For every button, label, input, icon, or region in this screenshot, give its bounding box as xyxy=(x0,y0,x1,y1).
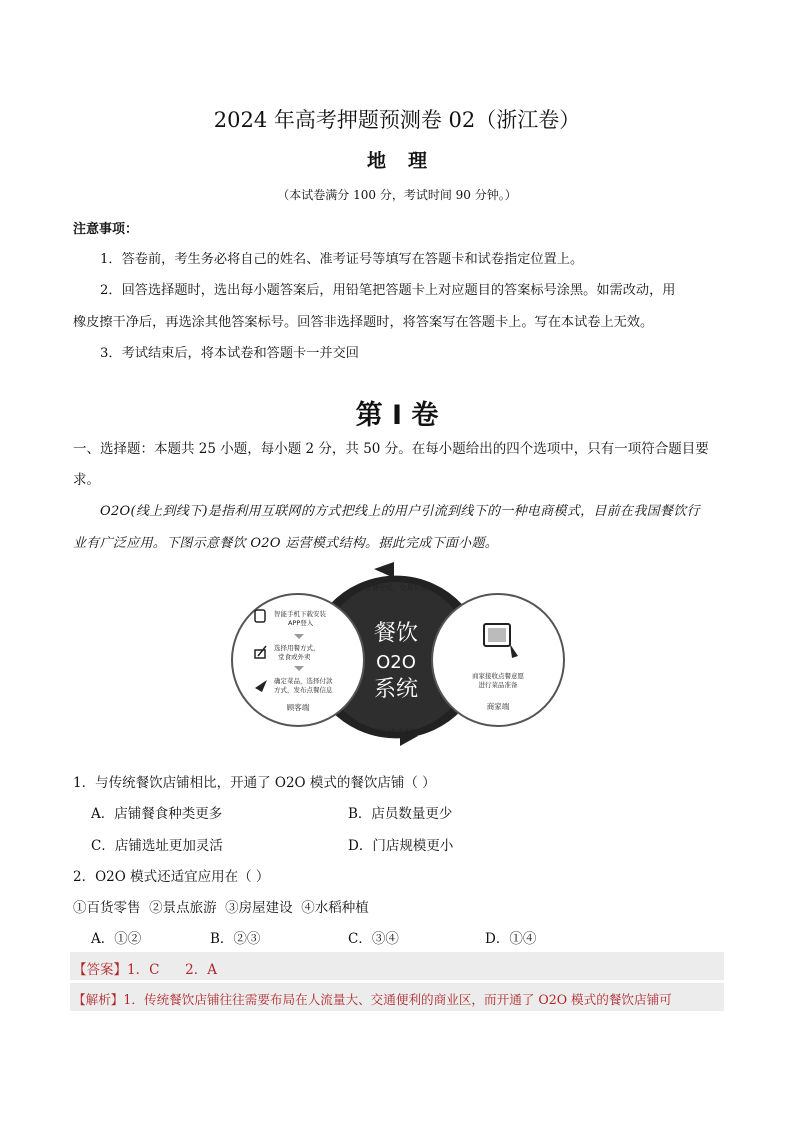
notice-item-2-line2: 橡皮擦干净后，再选涂其他答案标号。回答非选择题时，将答案写在答题卡上。写在本试卷上无效。 xyxy=(73,315,654,330)
q1-option-a: A．店铺餐食种类更多 xyxy=(91,806,223,822)
q1-option-b: B．店员数量更少 xyxy=(348,806,453,822)
page-title: 2024 年高考押题预测卷 02（浙江卷） xyxy=(213,108,581,132)
left-step3a: 确定菜品，选择付款 xyxy=(274,677,333,685)
notice-item-2-line1: 2．回答选择题时，选出每小题答案后，用铅笔把答题卡上对应题目的答案标号涂黑。如需改动，用 xyxy=(100,283,676,298)
merchant-label: 商家端 xyxy=(486,702,510,711)
tablet-screen xyxy=(488,628,506,642)
q2-option-d: D．①④ xyxy=(485,931,537,947)
q2-option-b: B．②③ xyxy=(210,931,261,947)
analysis-text: 1．传统餐饮店铺往往需要布局在人流量大、交通便利的商业区，而开通了 O2O 模式的餐饮店铺可 xyxy=(123,992,672,1007)
q2-option-c: C．③④ xyxy=(348,931,399,947)
intro-line2: 业有广泛应用。下图示意餐饮 O2O 运营模式结构。据此完成下面小题。 xyxy=(73,536,499,551)
exam-info: （本试卷满分 100 分，考试时间 90 分钟。） xyxy=(277,188,517,202)
q1-option-d: D．门店规模更小 xyxy=(348,838,454,854)
center-text-2: O2O xyxy=(376,652,416,673)
top-label: 送餐完成，交易完成 xyxy=(364,584,428,592)
o2o-diagram xyxy=(226,560,566,752)
section-instruction-line1: 一、选择题：本题共 25 小题，每小题 2 分，共 50 分。在每小题给出的四个选项中，只有一项符合题目要 xyxy=(73,441,709,457)
center-text-1: 餐饮 xyxy=(373,621,419,646)
q2-stem: 2．O2O 模式还适宜应用在（ ） xyxy=(73,869,270,885)
top-arrow-icon xyxy=(374,562,394,578)
q1-option-c: C．店铺选址更加灵活 xyxy=(91,838,223,854)
answer-text: 1．C 2．A xyxy=(127,962,218,978)
customer-label: 顾客端 xyxy=(286,703,310,712)
center-text-3: 系统 xyxy=(373,677,419,702)
right-text2: 进行菜品准备 xyxy=(478,681,518,689)
left-step1b: APP登入 xyxy=(288,619,314,627)
notice-item-1: 1．答卷前，考生务必将自己的姓名、准考证号等填写在答题卡和试卷指定位置上。 xyxy=(100,252,584,267)
notice-heading: 注意事项： xyxy=(73,222,139,237)
intro-line1: O2O(线上到线下)是指利用互联网的方式把线上的用户引流到线下的一种电商模式，目前在我国餐饮行 xyxy=(100,504,700,519)
left-step2a: 选择用餐方式， xyxy=(274,644,320,652)
q2-items: ①百货零售 ②景点旅游 ③房屋建设 ④水稻种植 xyxy=(73,900,369,916)
bottom-label: 无线连接 xyxy=(377,729,415,739)
q1-stem: 1．与传统餐饮店铺相比，开通了 O2O 模式的餐饮店铺（ ） xyxy=(73,775,436,791)
right-text1: 商家接收点餐意愿 xyxy=(472,672,524,680)
answer-line xyxy=(73,958,217,978)
volume-heading: 第 I 卷 xyxy=(355,400,439,431)
left-step3b: 方式，发布点餐信息 xyxy=(274,686,333,694)
answer-tag: 【答案】 xyxy=(73,962,127,978)
analysis-line xyxy=(73,989,672,1008)
subject-title: 地理 xyxy=(366,150,449,172)
analysis-tag: 【解析】 xyxy=(73,992,124,1007)
left-step2b: 堂食或外卖 xyxy=(278,653,311,661)
left-step1a: 智能手机下载安装 xyxy=(274,610,326,618)
notice-item-3: 3．考试结束后，将本试卷和答题卡一并交回 xyxy=(100,346,359,361)
q2-option-a: A．①② xyxy=(91,931,142,947)
section-instruction-line2: 求。 xyxy=(73,472,100,488)
